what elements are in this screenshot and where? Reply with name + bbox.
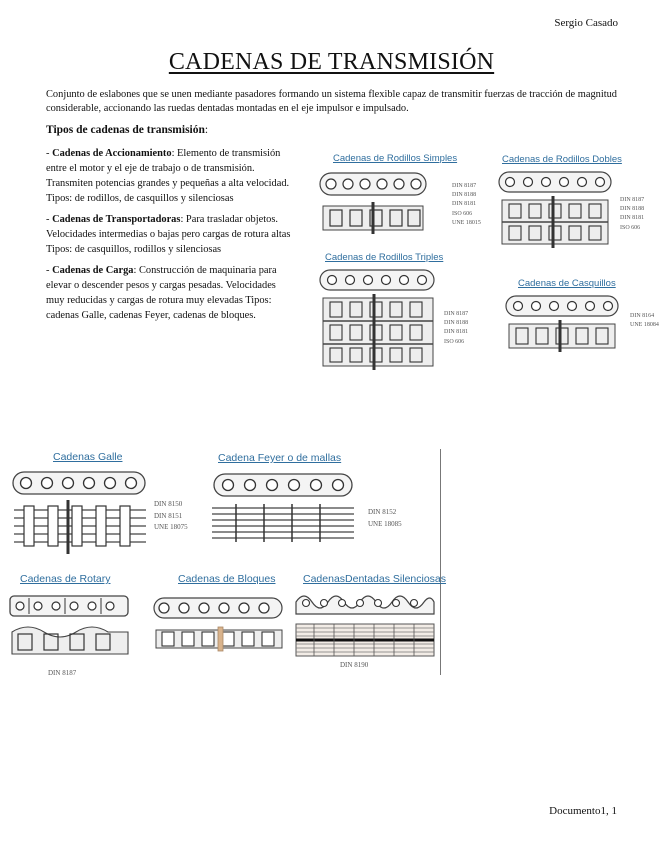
figure-title-rodillos-simples: Cadenas de Rodillos Simples [333, 153, 458, 164]
chain-image-bloques [152, 594, 286, 658]
page-footer: Documento1, 1 [549, 805, 617, 817]
chain-image-galle [10, 468, 150, 558]
author-name: Sergio Casado [554, 17, 618, 29]
type-item: - Cadenas de Carga: Construcción de maquinaria para elevar o descender pesos y cargas pesadas. Velocidades muy reducidas y cargas de rotura muy elevadas Tipos: cadenas Galle, cadenas Feyer, cadenas de bloques. [46, 265, 277, 321]
page-title: CADENAS DE TRANSMISIÓN [168, 49, 495, 75]
figure-title-casquillos: Cadenas de Casquillos [518, 278, 616, 289]
chain-image-silenciosas [294, 590, 436, 660]
figure-title-rotary: Cadenas de Rotary [20, 573, 111, 585]
chain-image-rotary [8, 592, 132, 664]
standards-galle: DIN 8150 DIN 8151 UNE 18075 [154, 500, 188, 531]
figure-title-bloques: Cadenas de Bloques [178, 573, 276, 585]
type-item: - Cadenas de Accionamiento: Elemento de transmisión entre el motor y el eje de trabajo o de transmisión. Transmiten potencias grandes y pequeñas a alta velocidad. Tipos: de rodillos, de casquillos y silenciosas [46, 148, 290, 204]
standards-rotary: DIN 8187 [48, 669, 77, 676]
type-item: - Cadenas de Transportadoras: Para trasladar objetos. Velocidades intermedias o bajas pero cargas de rotura altas Tipos: de casquillos, rodillos y silenciosas [46, 214, 291, 255]
figure-title-feyer: Cadena Feyer o de mallas [218, 452, 342, 464]
standards-casquillos: DIN 8164 UNE 18084 [630, 313, 659, 329]
chain-image-rodillos-triples [318, 266, 438, 370]
figure-title-rodillos-triples: Cadenas de Rodillos Triples [325, 252, 444, 263]
standards-feyer: DIN 8152 UNE 18085 [368, 508, 402, 528]
types-heading: Tipos de cadenas de transmisión: [46, 124, 209, 136]
standards-rodillos-dobles: DIN 8187 DIN 8188 DIN 8181 ISO 606 [620, 197, 645, 231]
types-list [46, 146, 292, 329]
chain-image-rodillos-dobles [497, 168, 615, 248]
standards-rodillos-triples: DIN 8187 DIN 8188 DIN 8181 ISO 606 [444, 311, 469, 345]
figure-title-rodillos-dobles: Cadenas de Rodillos Dobles [502, 154, 622, 165]
chain-image-rodillos-simples [318, 168, 433, 238]
intro-paragraph: Conjunto de eslabones que se unen mediante pasadores formando un sistema flexible capaz de transmitir fuerzas de tracción de magnitud considerable, accionando las ruedas dentadas montadas en el eje impulsor e impulsado. [46, 89, 618, 114]
standards-rodillos-simples: DIN 8187 DIN 8188 DIN 8181 ISO 606 UNE 18015 [452, 183, 481, 226]
chain-image-feyer [208, 470, 358, 552]
figure-title-silenciosas: CadenasDentadas Silenciosas [303, 573, 447, 585]
chain-image-casquillos [504, 292, 622, 354]
figure-title-galle: Cadenas Galle [53, 451, 123, 463]
figure-panel-border [440, 449, 441, 675]
standards-silenciosas: DIN 8190 [340, 661, 369, 669]
